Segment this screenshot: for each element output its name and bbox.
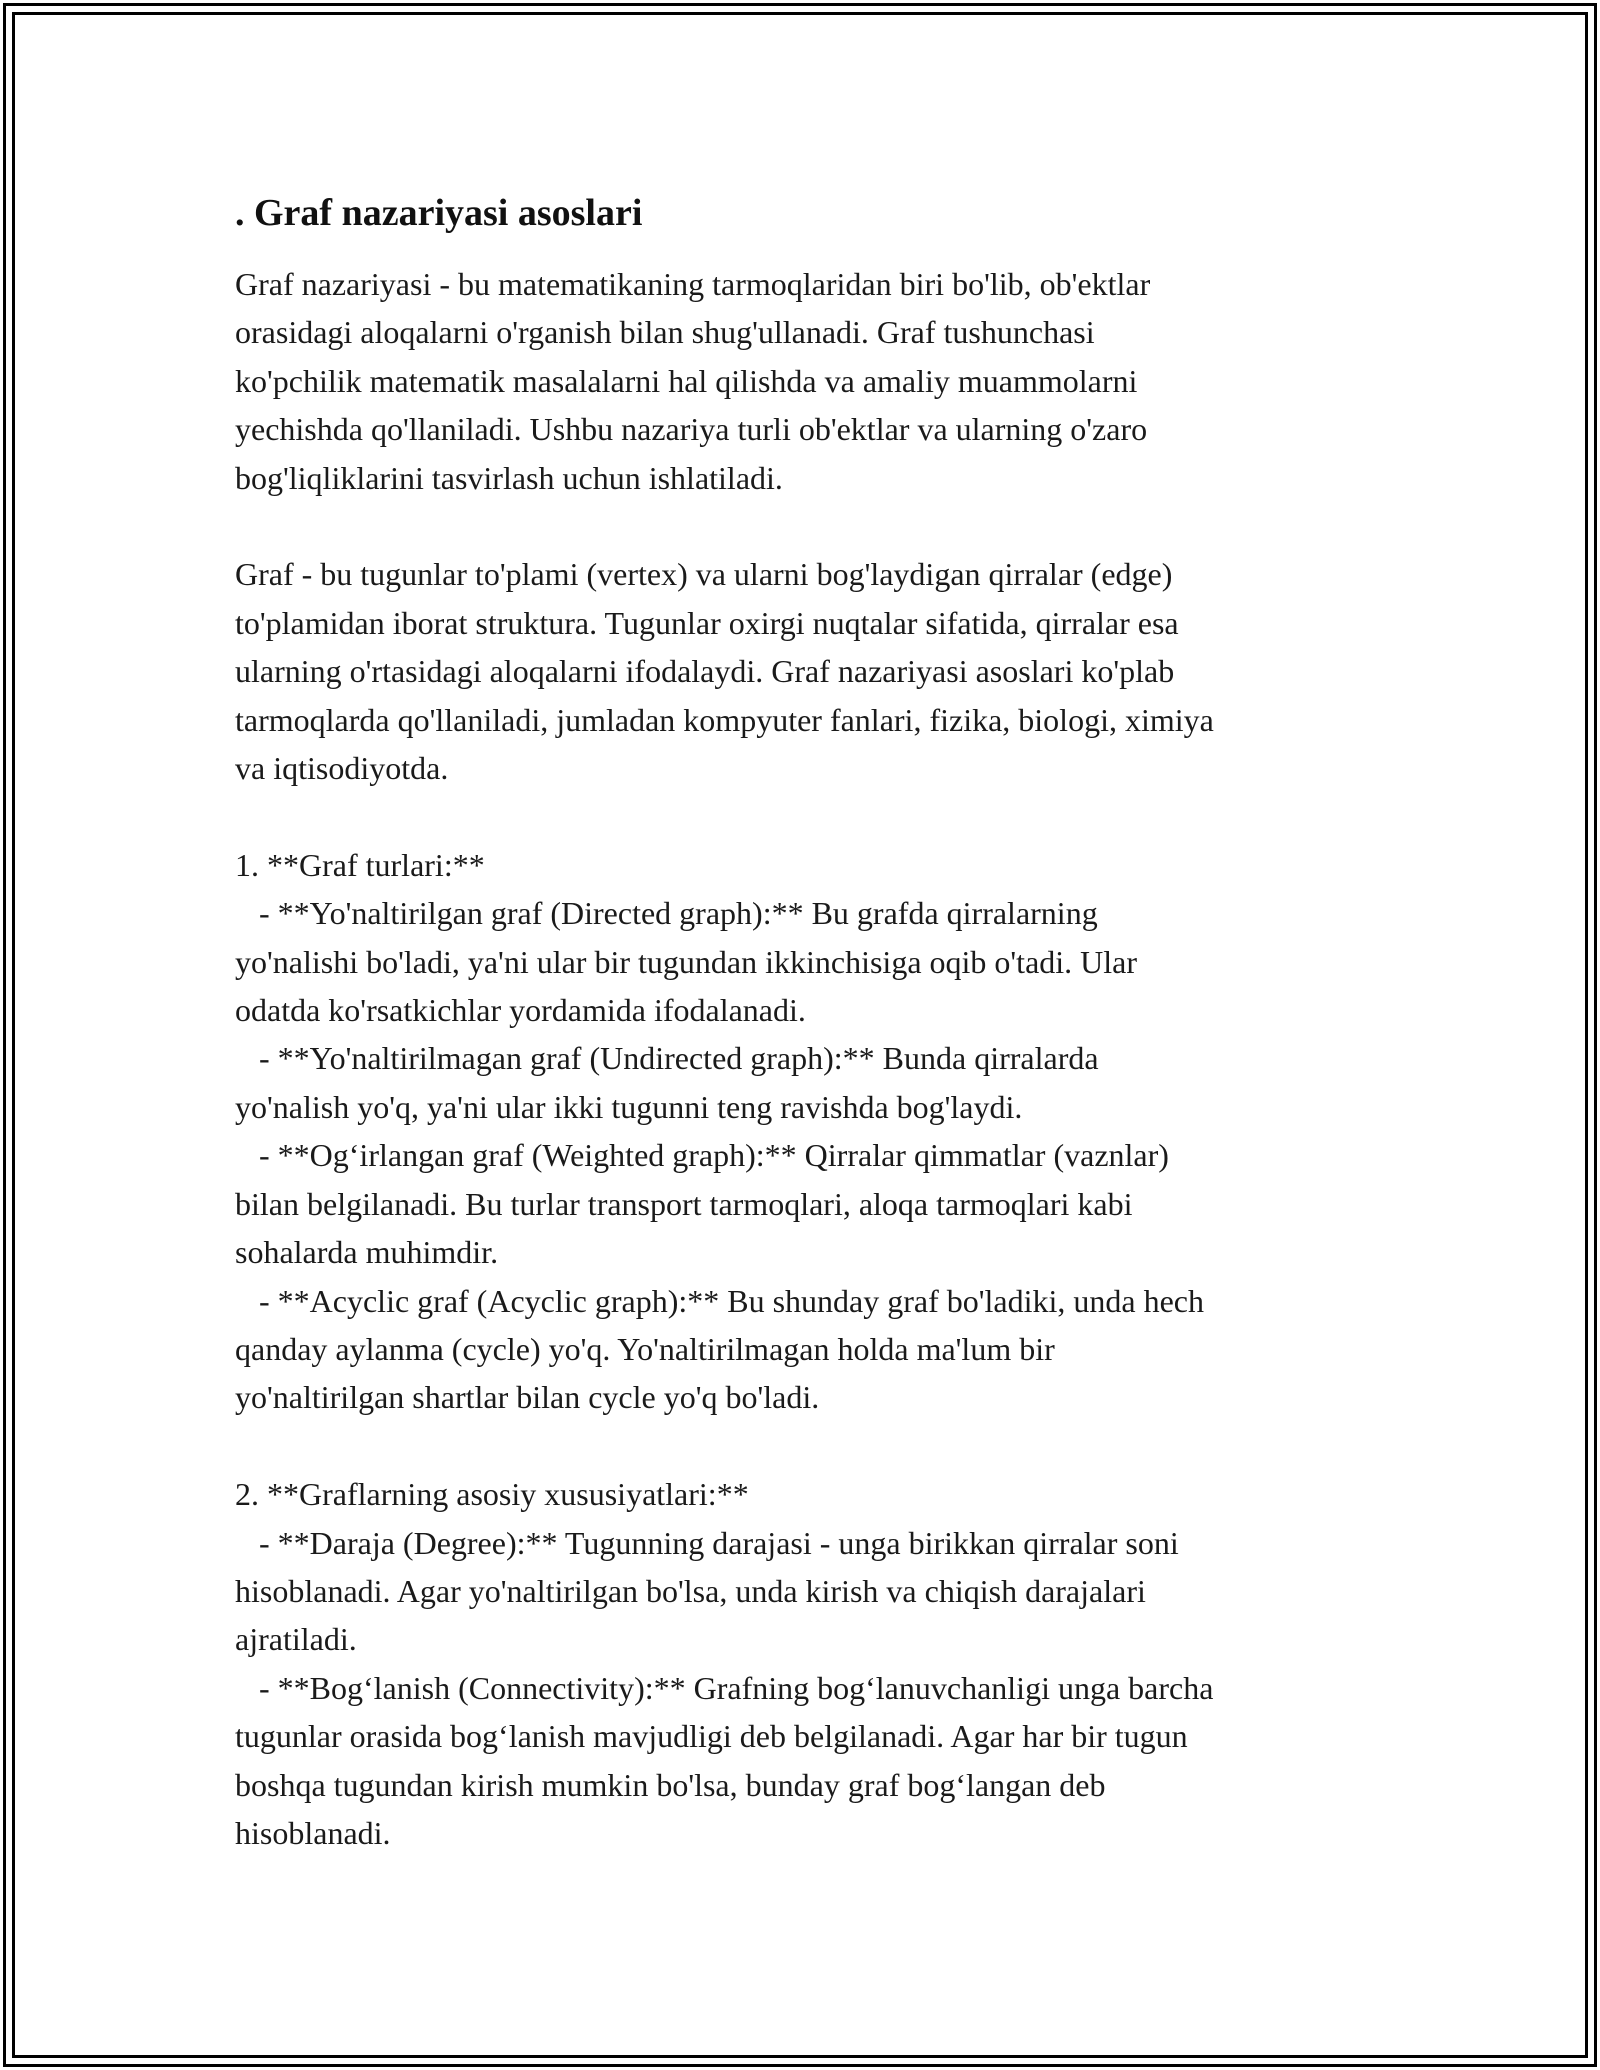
text-line: ko'pchilik matematik masalalarni hal qilishda va amaliy muammolarni [235, 362, 1138, 399]
text-line: sohalarda muhimdir. [235, 1234, 499, 1271]
paragraph-4 [235, 1470, 1375, 1857]
text-line: Graf nazariyasi - bu matematikaning tarmoqlaridan biri bo'lib, ob'ektlar [235, 266, 1151, 302]
document-body [235, 186, 1375, 1857]
text-line: yo'nalishi bo'ladi, ya'ni ular bir tugundan ikkinchisiga oqib o'tadi. Ular [235, 943, 1138, 980]
text-line: - **Og‘irlangan graf (Weighted graph):** Qirralar qimmatlar (vaznlar) [235, 1137, 1169, 1174]
text-line: va iqtisodiyotda. [235, 750, 449, 787]
text-line: bog'liqliklarini tasvirlash uchun ishlatiladi. [235, 459, 783, 496]
text-line: hisoblanadi. [235, 1814, 391, 1851]
paragraph-1 [235, 260, 1375, 502]
text-line: hisoblanadi. Agar yo'naltirilgan bo'lsa, unda kirish va chiqish darajalari [235, 1572, 1146, 1609]
text-line: to'plamidan iborat struktura. Tugunlar oxirgi nuqtalar sifatida, qirralar esa [235, 604, 1179, 641]
text-line: - **Bog‘lanish (Connectivity):** Grafning bog‘lanuvchanligi unga barcha [235, 1669, 1214, 1706]
text-line: orasidagi aloqalarni o'rganish bilan shug'ullanadi. Graf tushunchasi [235, 314, 1095, 351]
text-line: yo'nalish yo'q, ya'ni ular ikki tugunni teng ravishda bog'laydi. [235, 1088, 1023, 1125]
text-line: - **Daraja (Degree):** Tugunning darajasi - unga birikkan qirralar soni [235, 1524, 1179, 1561]
paragraph-3 [235, 841, 1375, 1422]
text-line: ularning o'rtasidagi aloqalarni ifodalaydi. Graf nazariyasi asoslari ko'plab [235, 653, 1175, 690]
text-line: yo'naltirilgan shartlar bilan cycle yo'q bo'ladi. [235, 1379, 820, 1416]
text-line: 1. **Graf turlari:** [235, 846, 485, 883]
page-title: . Graf nazariyasi asoslari [235, 192, 643, 234]
text-line: odatda ko'rsatkichlar yordamida ifodalanadi. [235, 992, 806, 1029]
text-line: 2. **Graflarning asosiy xususiyatlari:** [235, 1476, 749, 1513]
text-line: - **Yo'naltirilmagan graf (Undirected graph):** Bunda qirralarda [235, 1040, 1099, 1077]
paragraph-container [235, 260, 1375, 1857]
text-line: tarmoqlarda qo'llaniladi, jumladan kompyuter fanlari, fizika, biologi, ximiya [235, 701, 1214, 738]
text-line: - **Acyclic graf (Acyclic graph):** Bu shunday graf bo'ladiki, unda hech [235, 1282, 1204, 1319]
text-line: bilan belgilanadi. Bu turlar transport tarmoqlari, aloqa tarmoqlari kabi [235, 1185, 1133, 1222]
text-line: boshqa tugundan kirish mumkin bo'lsa, bunday graf bog‘langan deb [235, 1766, 1106, 1803]
text-line: - **Yo'naltirilgan graf (Directed graph):** Bu grafda qirralarning [235, 895, 1098, 932]
paragraph-2 [235, 550, 1375, 792]
text-line: tugunlar orasida bog‘lanish mavjudligi deb belgilanadi. Agar har bir tugun [235, 1718, 1188, 1755]
text-line: yechishda qo'llaniladi. Ushbu nazariya turli ob'ektlar va ularning o'zaro [235, 411, 1148, 448]
text-line: qanday aylanma (cycle) yo'q. Yo'naltirilmagan holda ma'lum bir [235, 1330, 1055, 1367]
text-line: ajratiladi. [235, 1621, 357, 1658]
text-line: Graf - bu tugunlar to'plami (vertex) va ularni bog'laydigan qirralar (edge) [235, 556, 1173, 593]
